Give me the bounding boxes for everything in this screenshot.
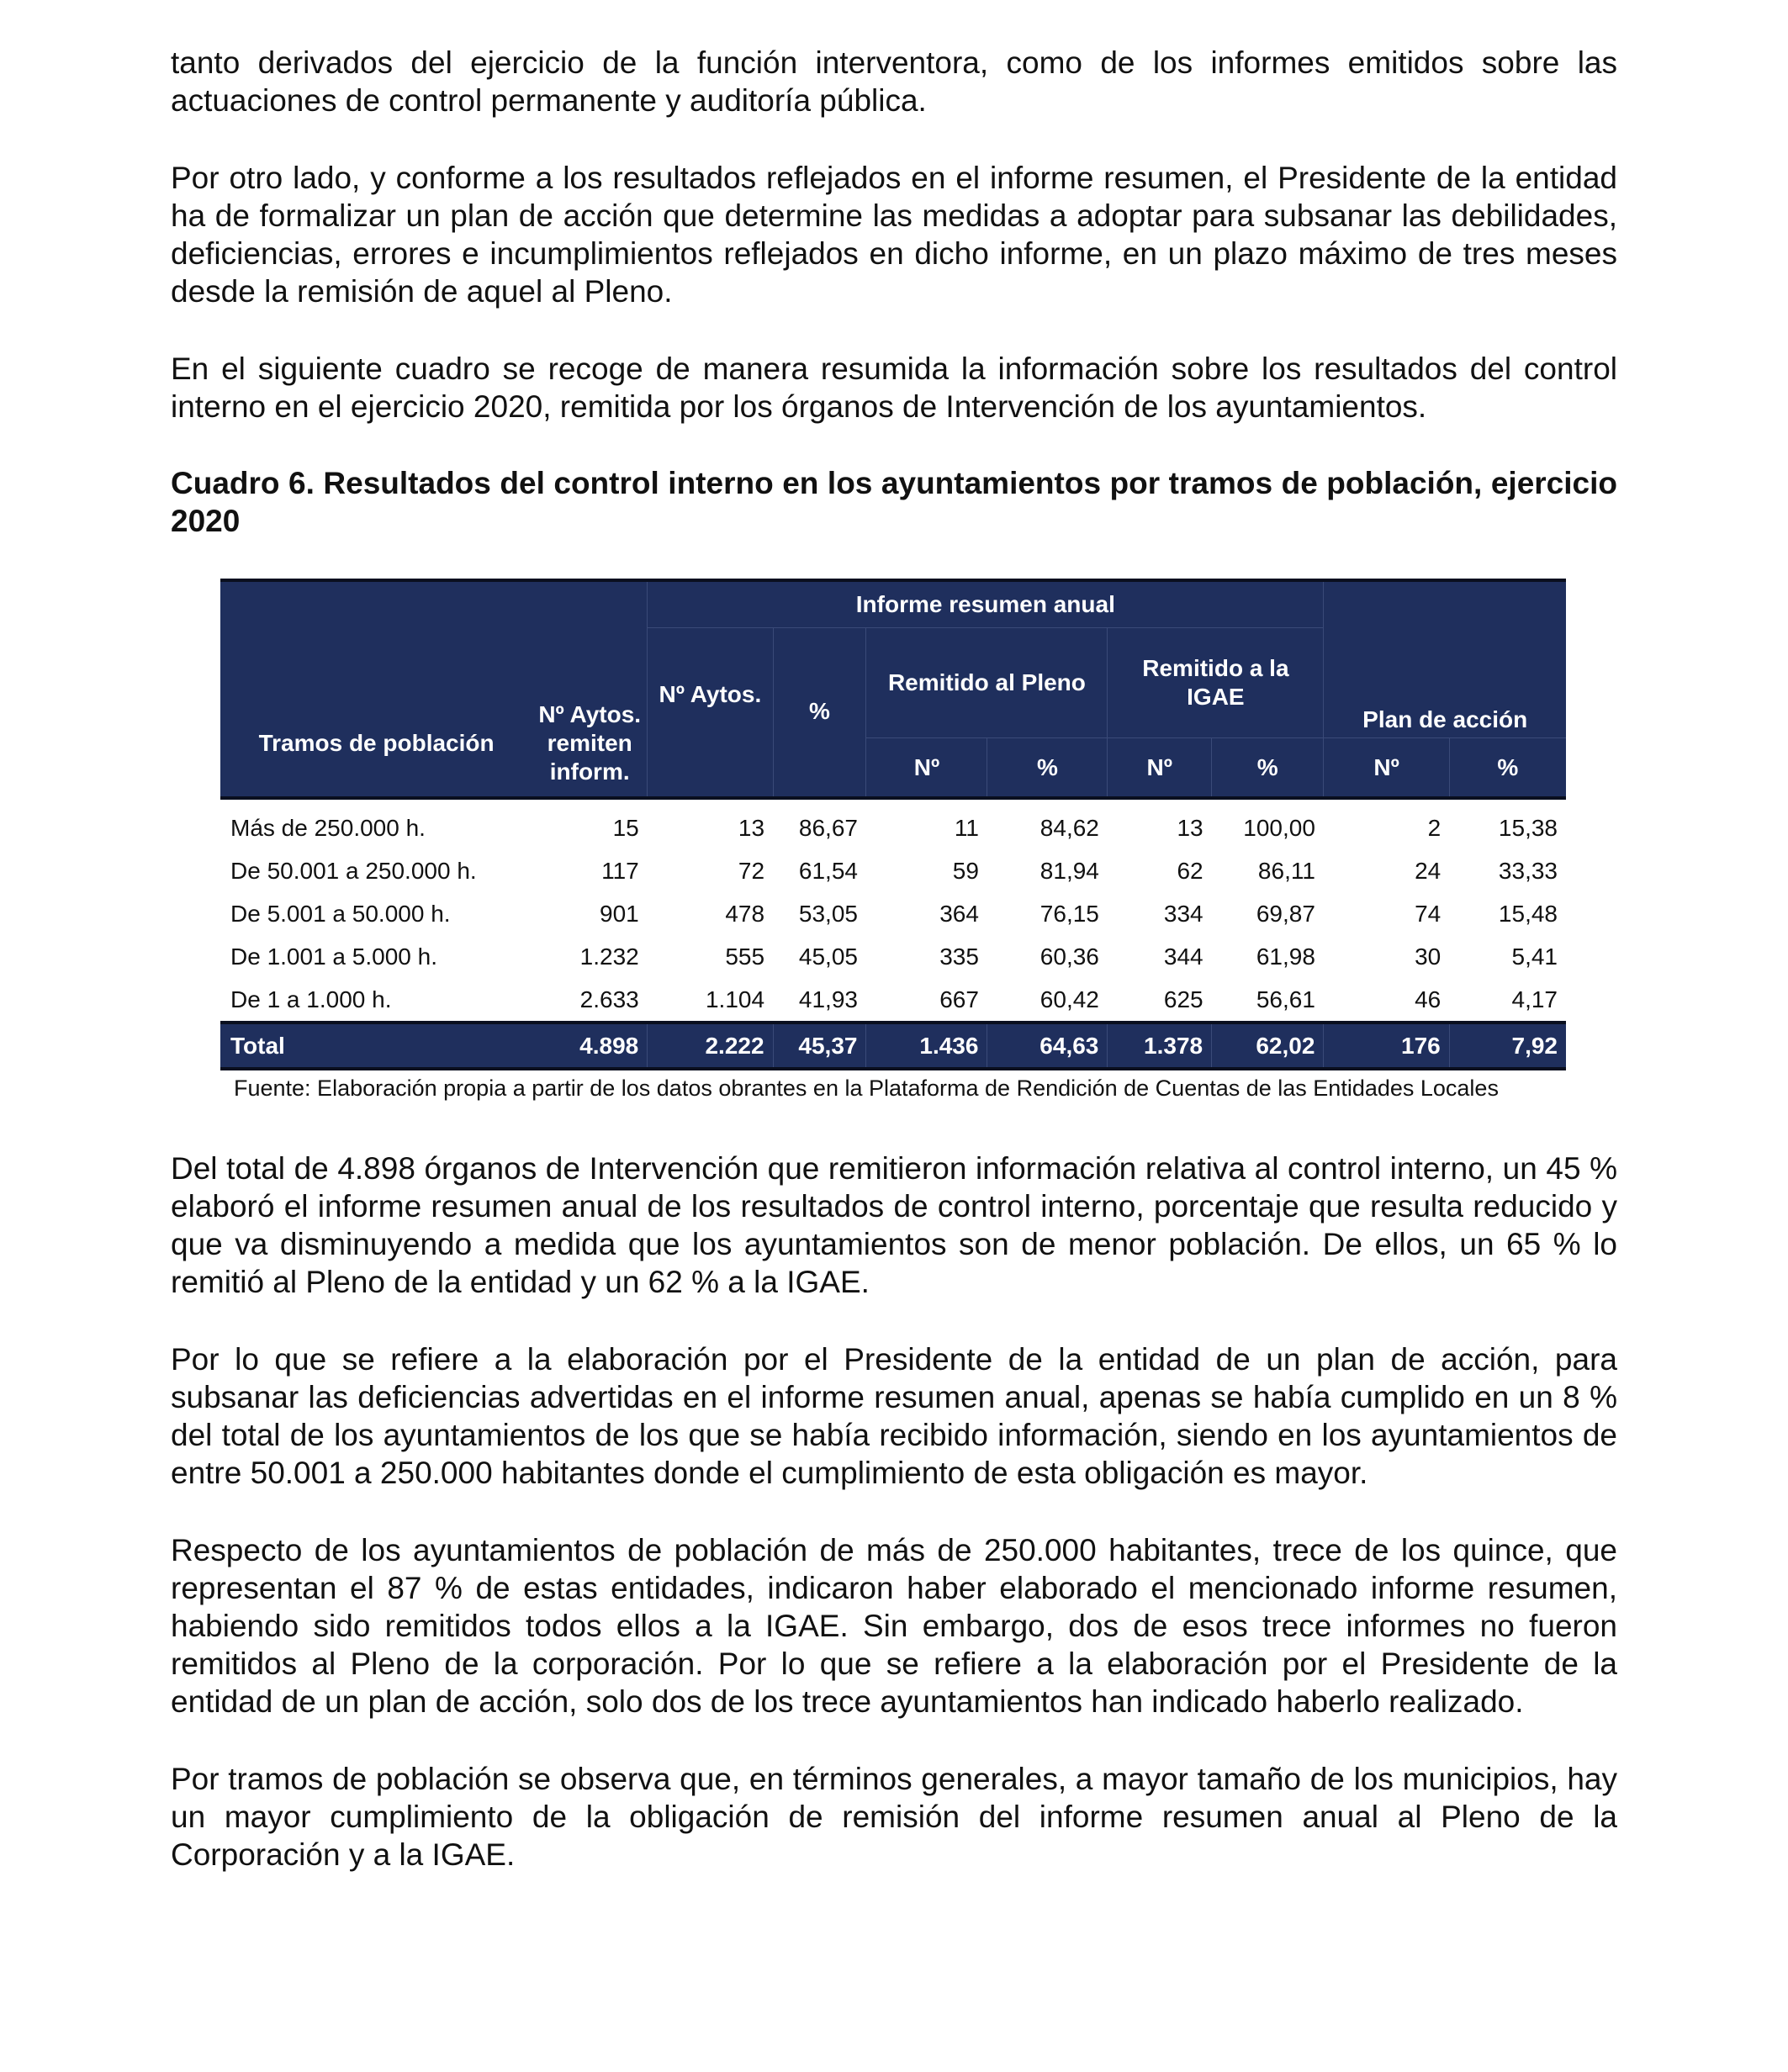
table-cell: 2.633 xyxy=(579,986,639,1012)
total-cell: 62,02 xyxy=(1212,1023,1324,1069)
table-cell: 61,98 xyxy=(1256,943,1315,970)
table-cell: 1.104 xyxy=(705,986,765,1012)
table-cell: 60,42 xyxy=(1039,986,1099,1012)
table-cell: 2 xyxy=(1427,814,1442,841)
table-cell: 46 xyxy=(1415,986,1442,1012)
header-remitido-pleno: Remitido al Pleno xyxy=(866,628,1108,738)
table-cell: 53,05 xyxy=(798,900,858,927)
table-cell: 81,94 xyxy=(1039,857,1099,884)
table-cell: 74 xyxy=(1415,900,1442,927)
total-cell: 7,92 xyxy=(1449,1023,1566,1069)
header-n: Nº xyxy=(866,738,987,798)
table-row xyxy=(220,935,1566,978)
table-cell: 334 xyxy=(1163,900,1203,927)
table-cell: 478 xyxy=(725,900,765,927)
header-n: Nº xyxy=(1324,738,1449,798)
table-cell: 1.232 xyxy=(579,943,639,970)
table-cell: 86,67 xyxy=(798,814,858,841)
table-row xyxy=(220,978,1566,1023)
header-remitido-igae: Remitido a la IGAE xyxy=(1108,628,1324,738)
table-cell: 59 xyxy=(952,857,979,884)
row-label-cell: De 1.001 a 5.000 h. xyxy=(230,943,437,970)
table-row xyxy=(220,849,1566,892)
paragraph: Por tramos de población se observa que, en términos generales, a mayor tamaño de los municipios, hay un mayor cumplimiento de la obligación de remisión del informe resumen anual al Pleno de la Corporación y a la IGAE. xyxy=(171,1762,1617,1872)
document-page xyxy=(171,44,1617,1874)
total-cell: 4.898 xyxy=(532,1023,648,1069)
table-cell: 13 xyxy=(1177,814,1203,841)
table-cell: 41,93 xyxy=(798,986,858,1012)
table-cell: 33,33 xyxy=(1498,857,1558,884)
paragraph: Por lo que se refiere a la elaboración por el Presidente de la entidad de un plan de acción, para subsanar las deficiencias advertidas en el informe resumen anual, apenas se había cumplido en un 8 % del total de los ayuntamientos de los que se había recibido información, siendo en los ayuntamientos de entre 50.001 a 250.000 habitantes donde el cumplimiento de esta obligación es mayor. xyxy=(171,1342,1617,1490)
table-caption: Cuadro 6. Resultados del control interno en los ayuntamientos por tramos de población, ejercicio 2020 xyxy=(171,466,1617,538)
table-cell: 667 xyxy=(939,986,979,1012)
table-cell: 117 xyxy=(601,857,639,884)
header-pct: % xyxy=(1212,738,1324,798)
paragraph: En el siguiente cuadro se recoge de manera resumida la información sobre los resultados del control interno en el ejercicio 2020, remitida por los órganos de Intervención de los ayuntamientos. xyxy=(171,352,1617,424)
results-table-container xyxy=(220,579,1566,1102)
total-cell: 2.222 xyxy=(648,1023,773,1069)
header-plan-accion: Plan de acción xyxy=(1324,580,1566,738)
table-row xyxy=(220,798,1566,849)
row-label-cell: De 5.001 a 50.000 h. xyxy=(230,900,451,927)
row-label-cell: Más de 250.000 h. xyxy=(230,814,426,841)
table-cell: 625 xyxy=(1163,986,1203,1012)
table-cell: 344 xyxy=(1163,943,1203,970)
table-total-row xyxy=(220,1023,1566,1069)
table-body xyxy=(220,798,1566,1069)
table-cell: 5,41 xyxy=(1511,943,1558,970)
header-pct: % xyxy=(987,738,1108,798)
results-table xyxy=(220,579,1566,1070)
header-n-aytos-remiten: Nº Aytos. remiten inform. xyxy=(532,580,648,798)
table-cell: 335 xyxy=(939,943,979,970)
header-tramos: Tramos de población xyxy=(220,580,532,798)
table-cell: 555 xyxy=(725,943,765,970)
row-label-cell: De 1 a 1.000 h. xyxy=(230,986,392,1012)
header-n-aytos: Nº Aytos. xyxy=(648,628,773,799)
table-cell: 30 xyxy=(1415,943,1442,970)
table-cell: 24 xyxy=(1415,857,1442,884)
paragraph: Del total de 4.898 órganos de Intervención que remitieron información relativa al control interno, un 45 % elaboró el informe resumen anual de los resultados de control interno, porcentaje que resulta reducido y que va disminuyendo a medida que los ayuntamientos son de menor población. De ellos, un 65 % lo remitió al Pleno de la entidad y un 62 % a la IGAE. xyxy=(171,1151,1617,1299)
total-cell: 1.436 xyxy=(866,1023,987,1069)
row-label-cell: De 50.001 a 250.000 h. xyxy=(230,857,477,884)
table-cell: 15,38 xyxy=(1498,814,1558,841)
table-cell: 84,62 xyxy=(1039,814,1099,841)
paragraph: tanto derivados del ejercicio de la función interventora, como de los informes emitidos sobre las actuaciones de control permanente y auditoría pública. xyxy=(171,45,1617,118)
table-cell: 61,54 xyxy=(798,857,858,884)
table-cell: 13 xyxy=(738,814,765,841)
table-cell: 76,15 xyxy=(1039,900,1099,927)
table-cell: 45,05 xyxy=(798,943,858,970)
table-cell: 15,48 xyxy=(1498,900,1558,927)
header-informe-resumen: Informe resumen anual xyxy=(648,580,1324,628)
table-cell: 364 xyxy=(939,900,979,927)
table-cell: 4,17 xyxy=(1511,986,1558,1012)
table-cell: 86,11 xyxy=(1257,857,1315,884)
paragraph: Por otro lado, y conforme a los resultados reflejados en el informe resumen, el Presidente de la entidad ha de formalizar un plan de acción que determine las medidas a adoptar para subsanar las debilidades, deficiencias, errores e incumplimientos reflejados en dicho informe, en un plazo máximo de tres meses desde la remisión de aquel al Pleno. xyxy=(171,161,1617,309)
table-cell: 11 xyxy=(954,814,979,841)
table-cell: 69,87 xyxy=(1256,900,1315,927)
table-cell: 15 xyxy=(612,814,639,841)
header-pct: % xyxy=(1449,738,1566,798)
table-cell: 901 xyxy=(600,900,639,927)
header-pct: % xyxy=(773,628,866,799)
total-cell: 64,63 xyxy=(987,1023,1108,1069)
table-cell: 100,00 xyxy=(1243,814,1315,841)
table-cell: 72 xyxy=(738,857,765,884)
table-row xyxy=(220,892,1566,935)
total-cell: 45,37 xyxy=(773,1023,866,1069)
table-cell: 60,36 xyxy=(1039,943,1099,970)
paragraph: Respecto de los ayuntamientos de población de más de 250.000 habitantes, trece de los quince, que representan el 87 % de estas entidades, indicaron haber elaborado el mencionado informe resumen, habiendo sido remitidos todos ellos a la IGAE. Sin embargo, dos de esos trece informes no fueron remitidos al Pleno de la corporación. Por lo que se refiere a la elaboración por el Presidente de la entidad de un plan de acción, solo dos de los trece ayuntamientos han indicado haberlo realizado. xyxy=(171,1533,1617,1719)
header-n: Nº xyxy=(1108,738,1212,798)
table-cell: 56,61 xyxy=(1256,986,1315,1012)
total-cell: 1.378 xyxy=(1108,1023,1212,1069)
table-source-note: Fuente: Elaboración propia a partir de los datos obrantes en la Plataforma de Rendición de Cuentas de las Entidades Locales xyxy=(234,1076,1499,1101)
table-cell: 62 xyxy=(1177,857,1203,884)
total-cell: 176 xyxy=(1324,1023,1449,1069)
total-label-cell: Total xyxy=(220,1023,532,1069)
